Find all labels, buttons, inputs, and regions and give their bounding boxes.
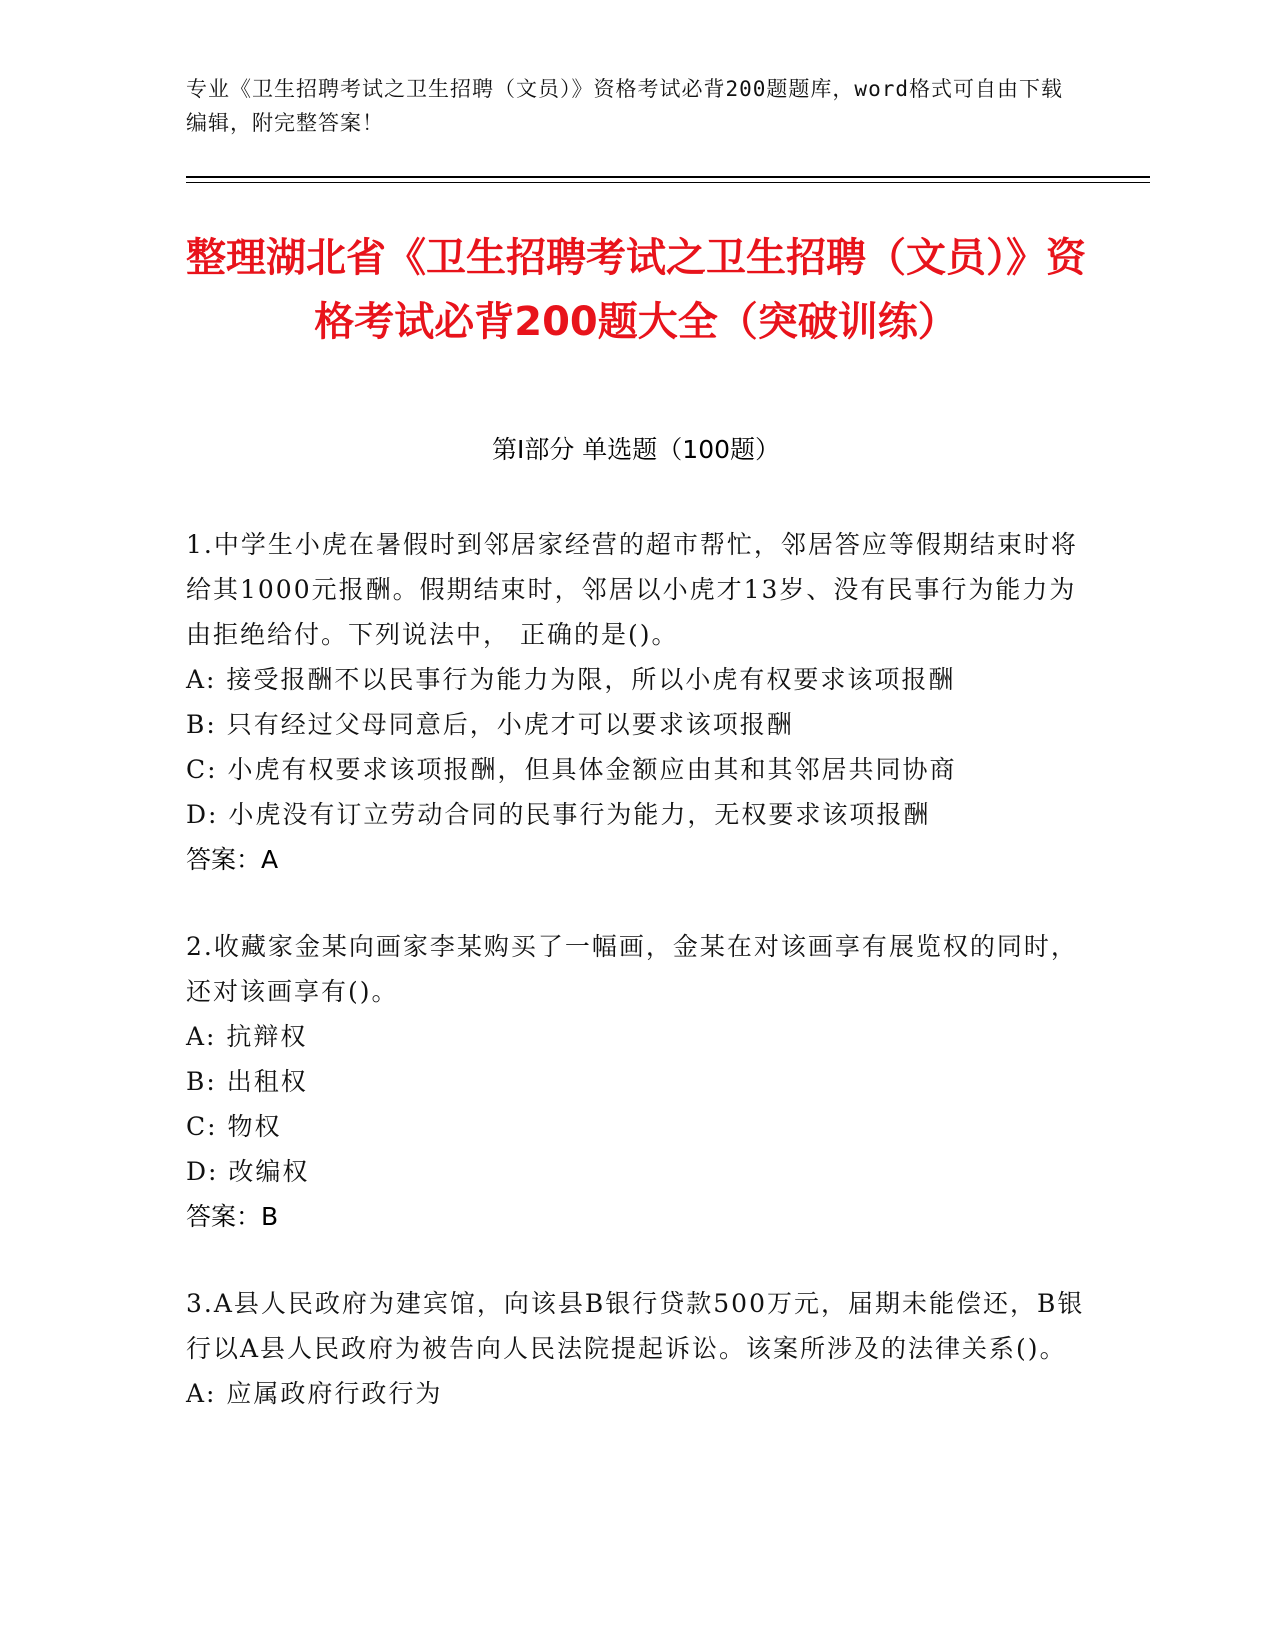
option-b: B: 只有经过父母同意后，小虎才可以要求该项报酬: [186, 710, 794, 739]
section-heading: 第I部分 单选题（100题）: [491, 435, 781, 464]
option-a: A: 抗辩权: [186, 1022, 308, 1051]
document-title: 整理湖北省《卫生招聘考试之卫生招聘（文员）》资格考试必背200题大全（突破训练）: [186, 235, 1086, 345]
option-a: A: 接受报酬不以民事行为能力为限，所以小虎有权要求该项报酬: [186, 665, 956, 694]
question-list: [186, 522, 1086, 1458]
question-text: 3.A县人民政府为建宾馆，向该县B银行贷款500万元，届期未能偿还，B银行以A县人民政府为被告向人民法院提起诉讼。该案所涉及的法律关系()。: [186, 1289, 1085, 1363]
question-text: 2.收藏家金某向画家李某购买了一幅画，金某在对该画享有展览权的同时，还对该画享有()。: [186, 932, 1078, 1006]
question-1: [186, 522, 1086, 882]
option-b: B: 出租权: [186, 1067, 308, 1096]
header-divider-thick: [186, 176, 1150, 178]
option-d: D: 改编权: [186, 1157, 310, 1186]
option-c: C: 物权: [186, 1112, 282, 1141]
option-c: C: 小虎有权要求该项报酬，但具体金额应由其和其邻居共同协商: [186, 755, 957, 784]
header-divider-thin: [186, 182, 1150, 183]
answer-line: 答案：B: [186, 1202, 279, 1231]
question-text: 1.中学生小虎在暑假时到邻居家经营的超市帮忙，邻居答应等假期结束时将给其1000元报酬。假期结束时，邻居以小虎才13岁、没有民事行为能力为由拒绝给付。下列说法中， 正确的是()。: [186, 530, 1078, 649]
option-d: D: 小虎没有订立劳动合同的民事行为能力，无权要求该项报酬: [186, 800, 931, 829]
answer-line: 答案：A: [186, 845, 279, 874]
header-note: 专业《卫生招聘考试之卫生招聘（文员）》资格考试必背200题题库，word格式可自由下载编辑，附完整答案！: [186, 77, 1063, 135]
option-a: A: 应属政府行政行为: [186, 1379, 443, 1408]
question-2: [186, 924, 1086, 1239]
question-3: [186, 1281, 1086, 1416]
